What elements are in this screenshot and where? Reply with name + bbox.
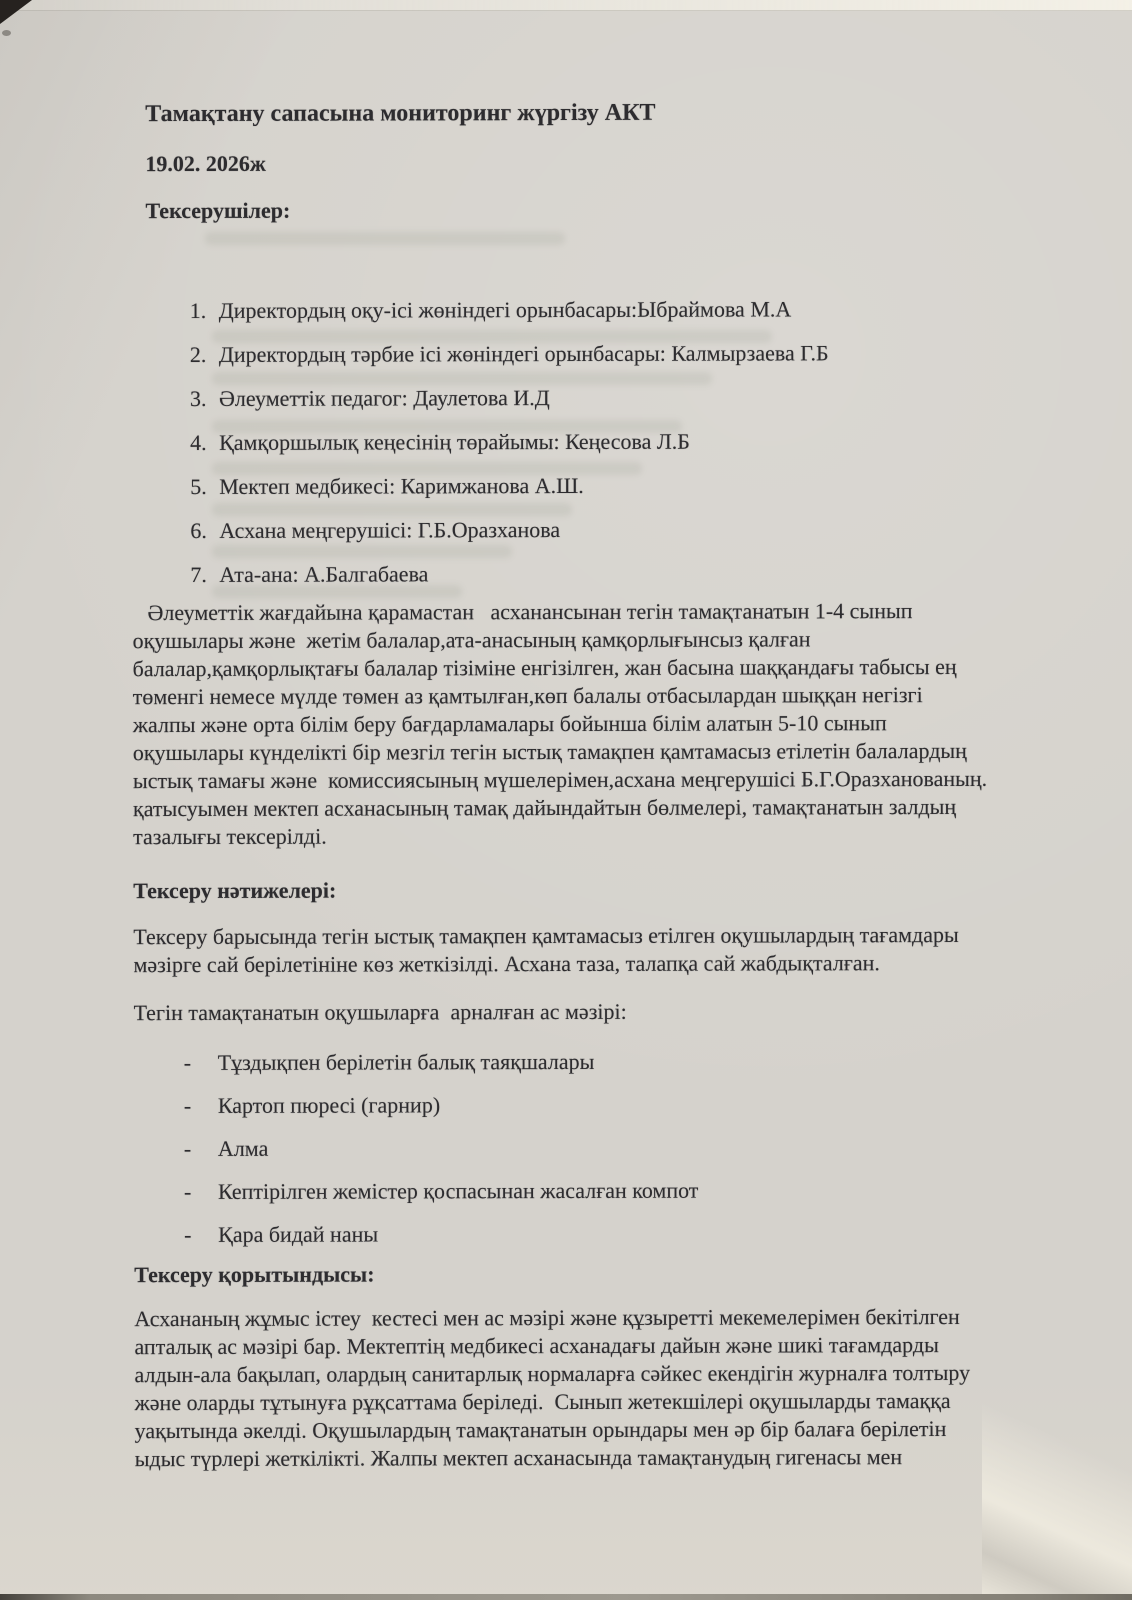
- list-item: 4. Қамқоршылық кеңесінің төрайымы: Кеңесова Л.Б: [212, 427, 1035, 457]
- intro-paragraph: Әлеуметтік жағдайына қарамастан асханансынан тегін тамақтанатын 1-4 сынып оқушылары және жетім балалар,ата-анасының қамқорлығынсыз қалған балалар,қамқорлықтағы балалар тізіміне енгізілген, жан басына шаққандағы табысы ең төменгі немесе мүлде төмен аз қамтылған,көп балалы отбасылардан шыққан негізгі жалпы және орта білім беру бағдарламалары бойынша білім алатын 5-10 сынып оқушылары күнделікті бір мезгіл тегін ыстық тамақпен қамтамасыз етілетін балалардың ыстық тамағы және комиссиясының мүшелерімен,асхана меңгерушісі Б.Г.Оразханованың. қатысуымен мектеп асханасының тамақ дайындайтын бөлмелері, тамақтанатын залдың тазалығы тексерілді.: [132, 598, 988, 850]
- list-item: - Қара бидай наны: [218, 1219, 1037, 1249]
- list-item: 5. Мектеп медбикесі: Каримжанова А.Ш.: [212, 471, 1035, 501]
- list-item: - Алма: [218, 1133, 1037, 1163]
- menu-intro: Тегін тамақтанатын оқушыларға арналған ас мәзірі:: [133, 998, 627, 1026]
- list-item: - Тұздықпен берілетін балық таяқшалары: [218, 1047, 1037, 1077]
- doc-date: 19.02. 2026ж: [145, 150, 266, 177]
- doc-title: Тамақтану сапасына мониторинг жүргізу АКТ: [145, 99, 656, 128]
- inspectors-list: [132, 295, 1036, 589]
- list-item: 3. Әлеуметтік педагог: Даулетова И.Д: [212, 383, 1035, 413]
- list-item: 7. Ата-ана: А.Балгабаева: [212, 559, 1035, 589]
- list-item: 6. Асхана меңгерушісі: Г.Б.Оразханова: [212, 515, 1035, 545]
- inspectors-heading: Тексерушілер:: [145, 197, 291, 224]
- conclusion-paragraph: Асхананың жұмыс істеу кестесі мен ас мәзірі және құзыретті мекемелерімен бекітілген апталық ас мәзірі бар. Мектептің медбикесі асханадағы дайын және шикі тағамдарды алдын-ала бақылап, олардың санитарлық нормаларға сәйкес екендігін журналға толтыру және оларды тұтынуға рұқсаттама беріледі. Сынып жетекшілері оқушыларды тамаққа уақытында әкелді. Оқушылардың тамақтанатын орындары мен әр бір балаға берілетін ыдыс түрлері жеткілікті. Жалпы мектеп асханасында тамақтанудың гигенасы мен: [134, 1303, 971, 1472]
- menu-list: [134, 1047, 1038, 1249]
- conclusion-heading: Тексеру қорытындысы:: [134, 1261, 375, 1288]
- list-item: - Картоп пюресі (гарнир): [218, 1090, 1037, 1120]
- results-heading: Тексеру нәтижелері:: [133, 877, 337, 904]
- results-paragraph: Тексеру барысында тегін ыстық тамақпен қамтамасыз етілген оқушылардың тағамдары мәзірге сай берілетініне көз жеткізілді. Асхана таза, талапқа сай жабдықталған.: [133, 921, 959, 978]
- list-item: - Кептірілген жемістер қоспасынан жасалған компот: [218, 1176, 1037, 1206]
- list-item: 1. Директордың оқу-ісі жөніндегі орынбасары:Ыбраймова М.А: [212, 295, 1035, 325]
- list-item: 2. Директордың тәрбие ісі жөніндегі орынбасары: Калмырзаева Г.Б: [212, 339, 1035, 369]
